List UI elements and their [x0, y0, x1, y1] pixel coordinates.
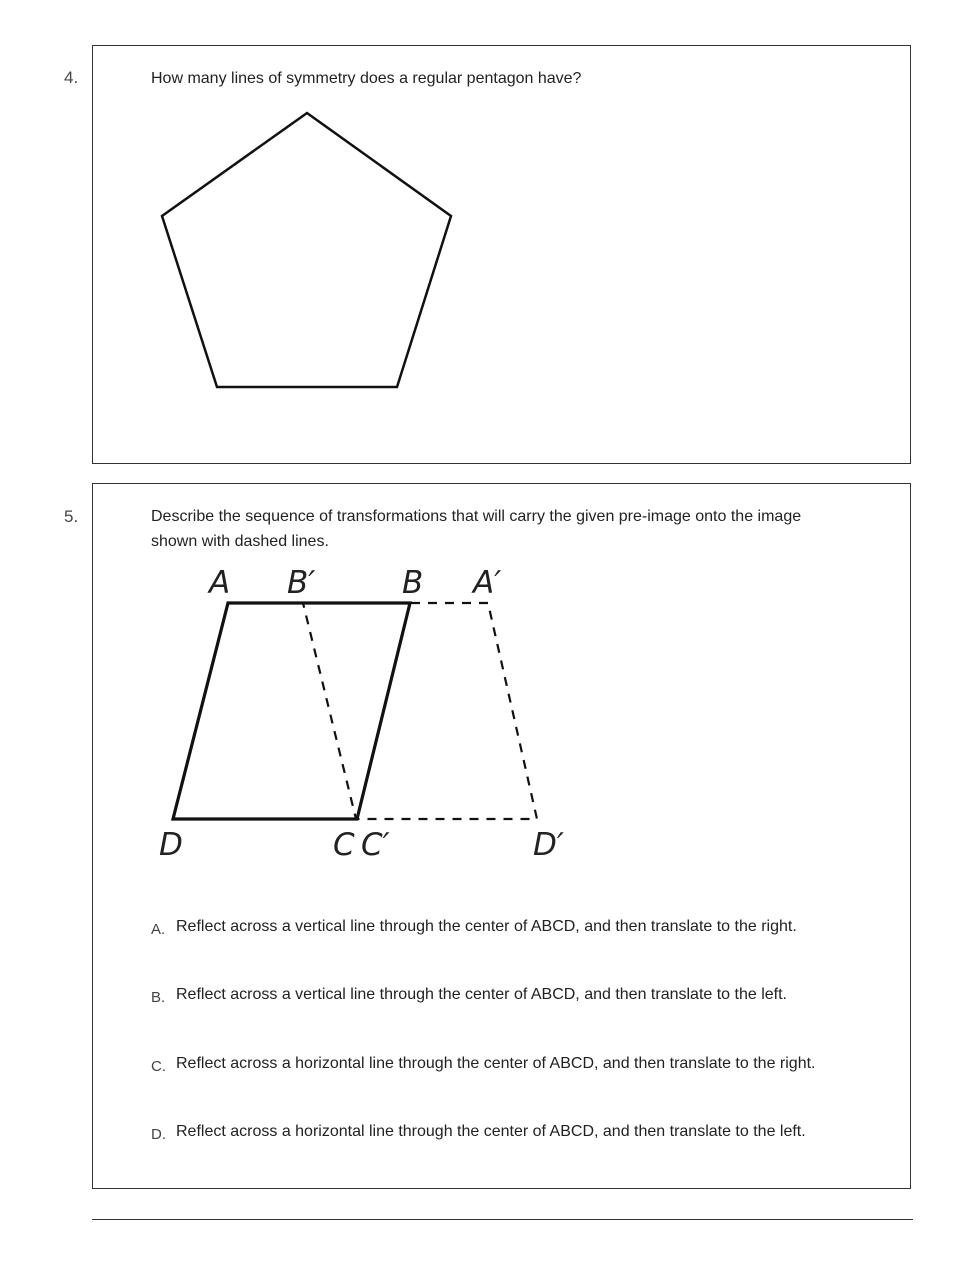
question-prompt: How many lines of symmetry does a regular pentagon have?	[151, 70, 582, 87]
bottom-divider	[92, 1219, 913, 1220]
choice-letter: C.	[151, 1058, 166, 1075]
choice-letter: A.	[151, 921, 166, 938]
label-C-prime: C′	[361, 827, 390, 863]
answer-choice-a[interactable]	[151, 918, 797, 936]
label-A: A	[209, 565, 231, 601]
question-5-box	[92, 483, 911, 1189]
choice-text: Reflect across a horizontal line through the center of ABCD, and then translate to the right.	[176, 1055, 816, 1072]
label-D-prime: D′	[533, 827, 564, 863]
question-number: 5.	[64, 507, 79, 526]
label-B: B	[402, 565, 424, 601]
choice-letter: D.	[151, 1126, 166, 1143]
question-number: 4.	[64, 68, 79, 87]
answer-choice-c[interactable]	[151, 1055, 815, 1073]
label-A-prime: A′	[473, 565, 502, 601]
label-B-prime: B′	[287, 565, 316, 601]
answer-choice-d[interactable]	[151, 1123, 806, 1141]
choice-text: Reflect across a horizontal line through the center of ABCD, and then translate to the left.	[176, 1123, 806, 1140]
preimage-parallelogram	[173, 603, 410, 819]
answer-choice-b[interactable]	[151, 986, 787, 1004]
label-D: D	[159, 827, 183, 863]
regular-pentagon	[162, 113, 451, 387]
question-prompt-line-1: Describe the sequence of transformations that will carry the given pre-image onto the image	[151, 508, 802, 525]
pentagon-figure	[159, 110, 459, 395]
question-4-box	[92, 45, 911, 464]
choice-letter: B.	[151, 989, 166, 1006]
choice-text: Reflect across a vertical line through the center of ABCD, and then translate to the left.	[176, 986, 787, 1003]
label-C: C	[333, 827, 355, 863]
choice-text: Reflect across a vertical line through the center of ABCD, and then translate to the right.	[176, 918, 797, 935]
question-prompt-line-2: shown with dashed lines.	[151, 533, 329, 550]
transformation-figure	[153, 557, 583, 872]
image-dashed-parallelogram	[303, 603, 537, 819]
